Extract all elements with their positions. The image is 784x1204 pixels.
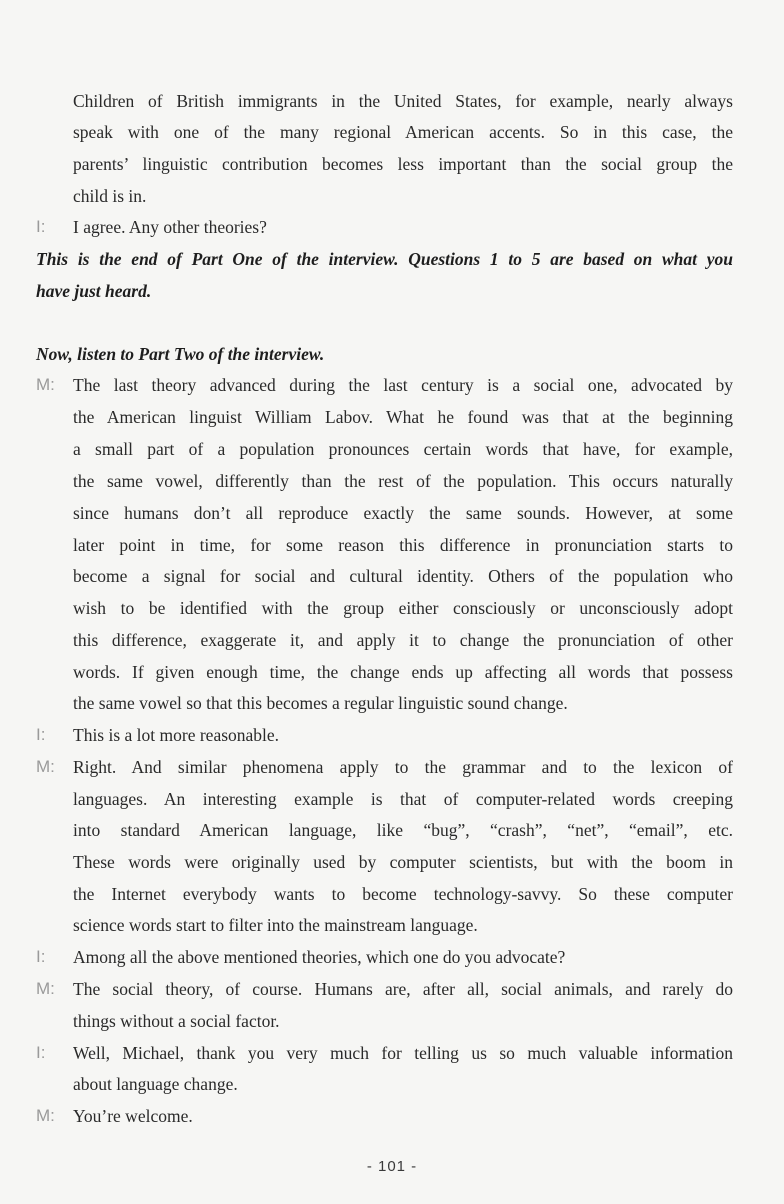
- transcript-line: the American linguist William Labov. What he found was that at the beginning: [73, 407, 733, 427]
- transcript-line: into standard American language, like “bug”, “crash”, “net”, “email”, etc.: [73, 820, 733, 840]
- transcript-line: Among all the above mentioned theories, which one do you advocate?: [73, 947, 566, 967]
- transcript-line: words. If given enough time, the change ends up affecting all words that possess: [73, 662, 733, 682]
- instruction-heading: Now, listen to Part Two of the interview.: [36, 344, 325, 364]
- transcript-line: parents’ linguistic contribution becomes less important than the social group the: [73, 154, 733, 174]
- instruction-line: This is the end of Part One of the interview. Questions 1 to 5 are based on what you: [36, 249, 733, 269]
- transcript-line: a small part of a population pronounces certain words that have, for example,: [73, 439, 733, 459]
- speaker-label: M:: [36, 375, 55, 394]
- transcript-line: later point in time, for some reason this difference in pronunciation starts to: [73, 535, 733, 555]
- transcript-line: things without a social factor.: [73, 1011, 280, 1031]
- transcript-line: about language change.: [73, 1074, 238, 1094]
- transcript-line: science words start to filter into the mainstream language.: [73, 915, 478, 935]
- speaker-label: I:: [36, 947, 46, 966]
- transcript-line: Children of British immigrants in the United States, for example, nearly always: [73, 91, 733, 111]
- transcript-line: Well, Michael, thank you very much for telling us so much valuable information: [73, 1043, 733, 1063]
- speaker-label: I:: [36, 725, 46, 744]
- transcript-line: The last theory advanced during the last century is a social one, advocated by: [73, 375, 733, 395]
- transcript-line: the Internet everybody wants to become technology-savvy. So these computer: [73, 884, 733, 904]
- transcript-line: These words were originally used by computer scientists, but with the boom in: [73, 852, 733, 872]
- speaker-label: M:: [36, 979, 55, 998]
- speaker-label: I:: [36, 217, 46, 236]
- transcript-line: You’re welcome.: [73, 1106, 193, 1126]
- transcript-line: I agree. Any other theories?: [73, 217, 267, 237]
- transcript-line: speak with one of the many regional American accents. So in this case, the: [73, 122, 733, 142]
- transcript-line: Right. And similar phenomena apply to the grammar and to the lexicon of: [73, 757, 733, 777]
- transcript-line: this difference, exaggerate it, and apply it to change the pronunciation of other: [73, 630, 733, 650]
- transcript-line: languages. An interesting example is that of computer-related words creeping: [73, 789, 733, 809]
- speaker-label: M:: [36, 1106, 55, 1125]
- transcript-line: the same vowel so that this becomes a regular linguistic sound change.: [73, 693, 568, 713]
- transcript-line: child is in.: [73, 186, 147, 206]
- speaker-label: M:: [36, 757, 55, 776]
- transcript-line: This is a lot more reasonable.: [73, 725, 280, 745]
- transcript-line: wish to be identified with the group either consciously or unconsciously adopt: [73, 598, 733, 618]
- transcript-line: The social theory, of course. Humans are, after all, social animals, and rarely do: [73, 979, 733, 999]
- speaker-label: I:: [36, 1043, 46, 1062]
- instruction-line: have just heard.: [36, 281, 152, 301]
- transcript-line: the same vowel, differently than the rest of the population. This occurs naturally: [73, 471, 733, 491]
- transcript-line: since humans don’t all reproduce exactly the same sounds. However, at some: [73, 503, 733, 523]
- page-number: - 101 -: [366, 1158, 418, 1175]
- transcript-line: become a signal for social and cultural identity. Others of the population who: [73, 566, 733, 586]
